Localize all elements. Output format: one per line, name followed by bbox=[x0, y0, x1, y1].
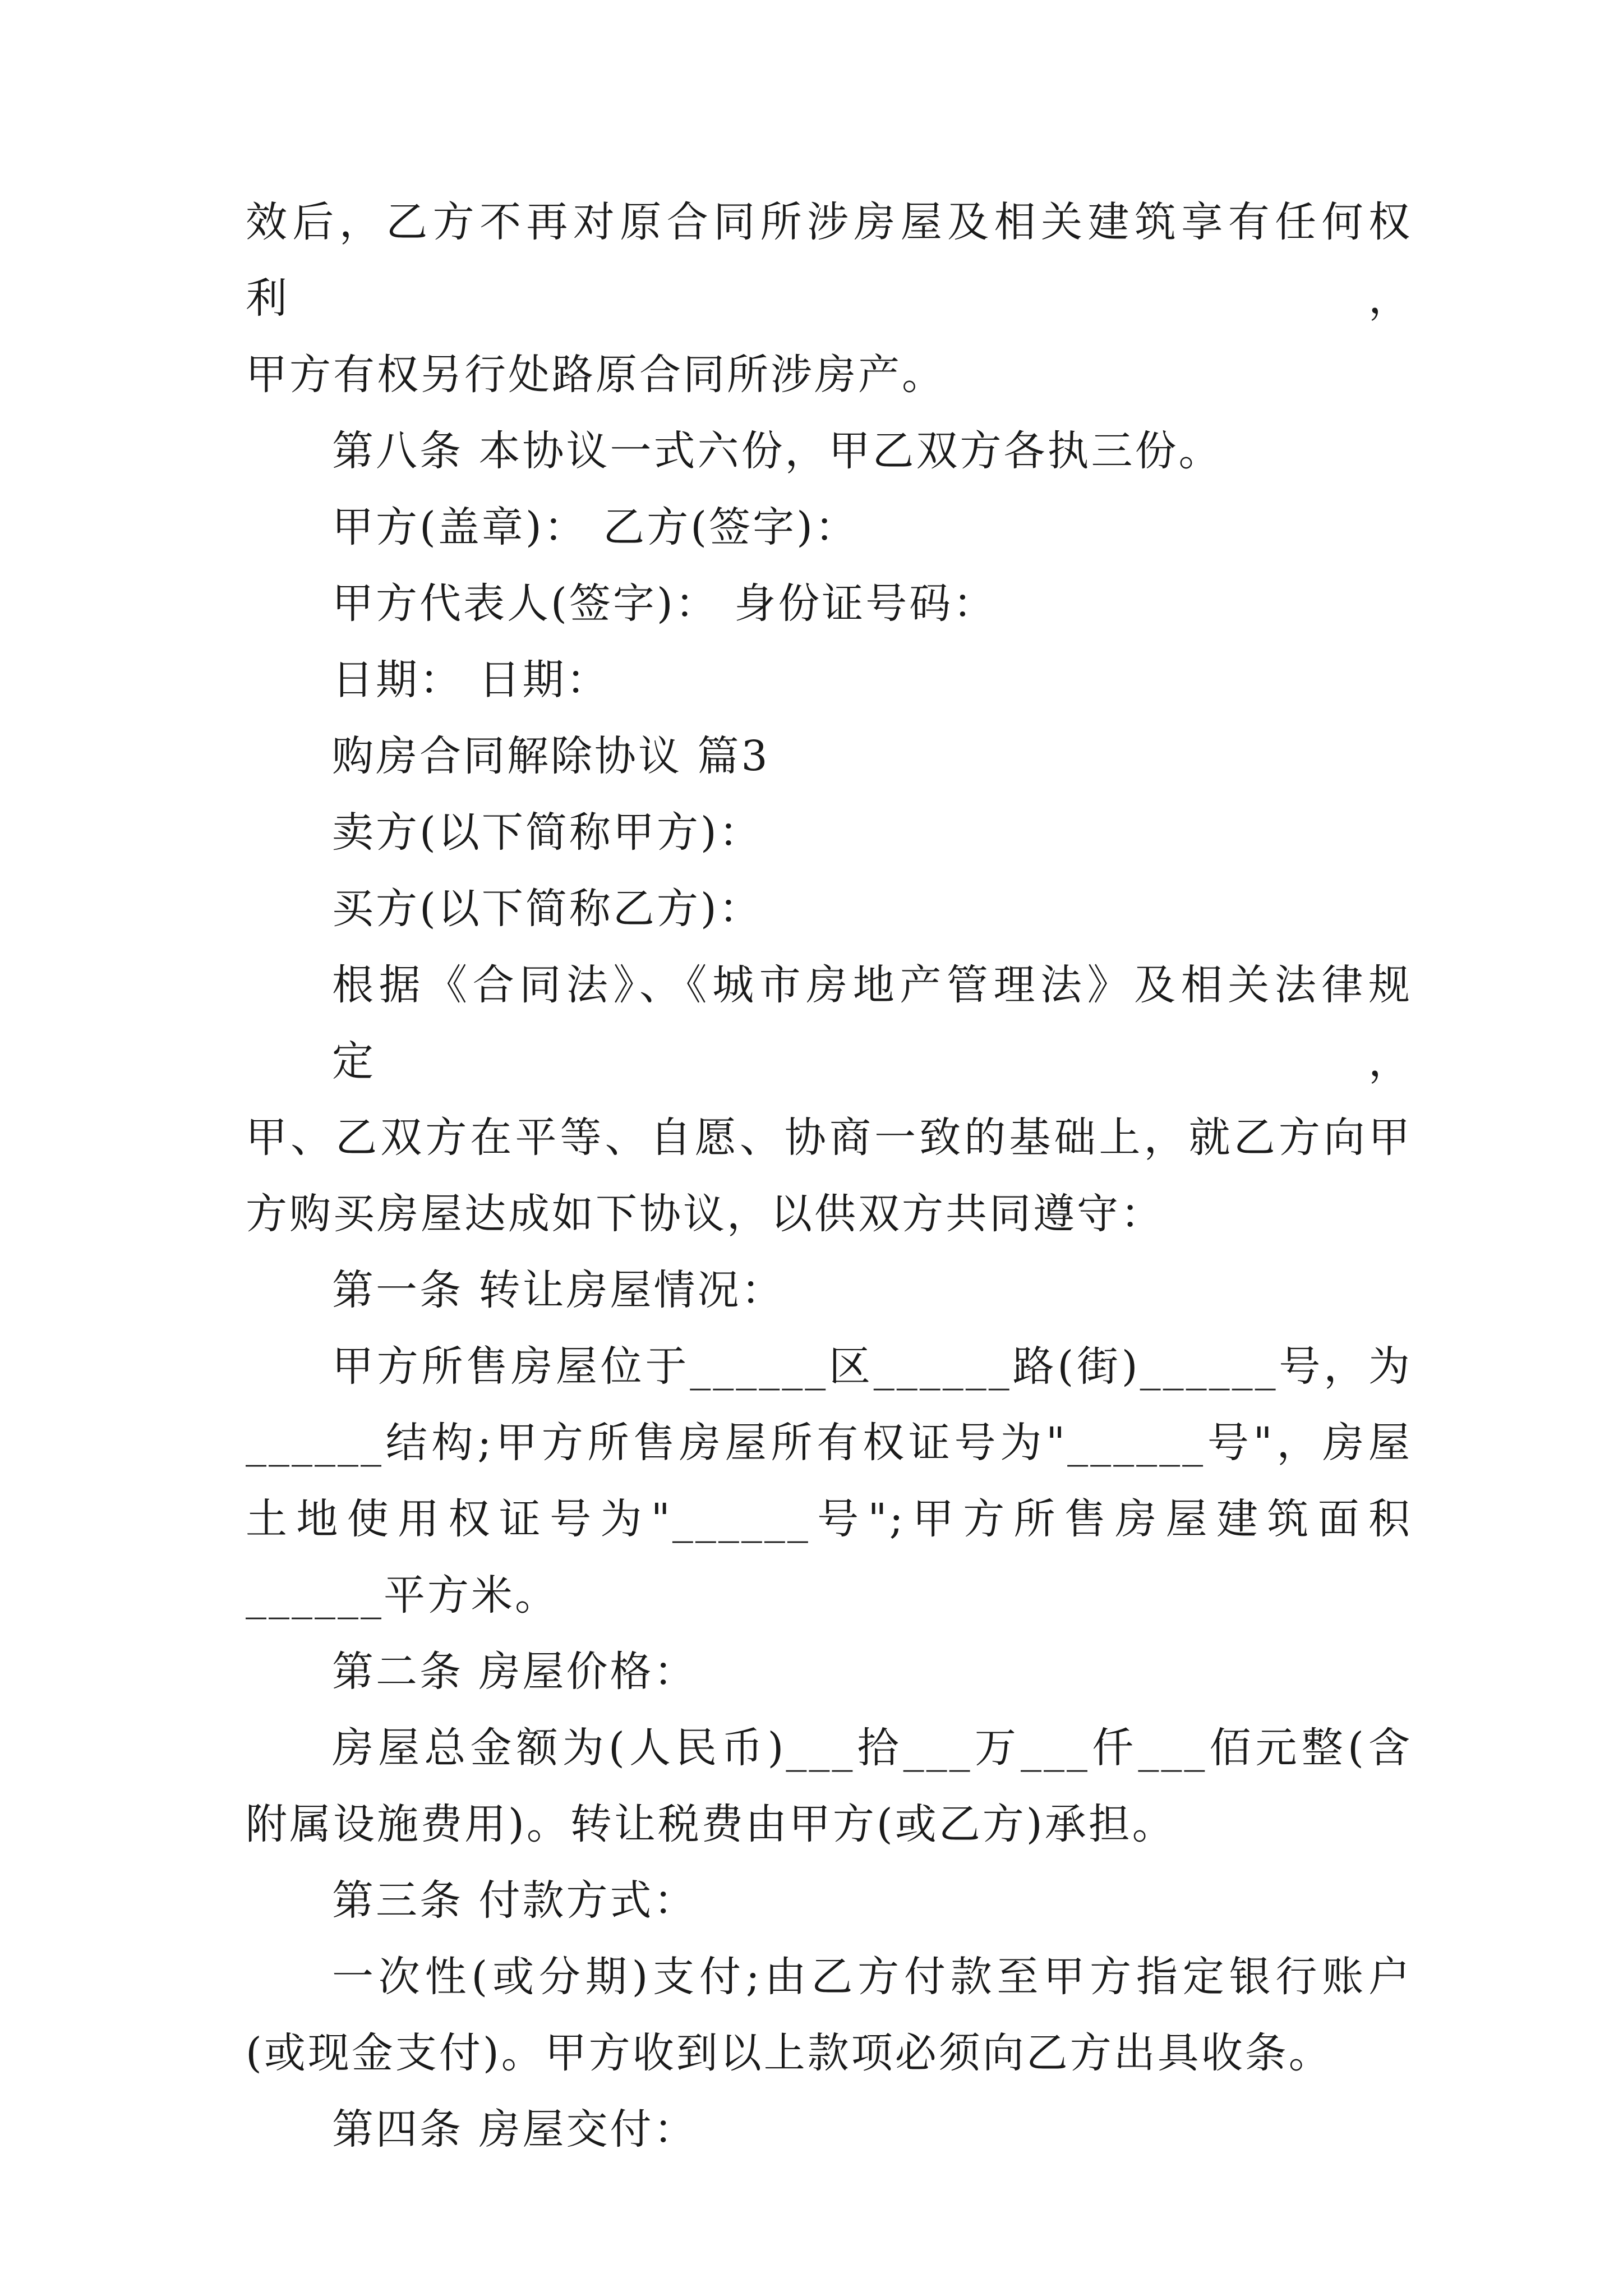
text-line: 购房合同解除协议 篇3 bbox=[332, 732, 770, 780]
text-line: 第四条 房屋交付： bbox=[332, 2105, 698, 2154]
text-line: 甲方(盖章)： 乙方(签字)： bbox=[332, 503, 859, 551]
text-line: 方购买房屋达成如下协议，以供双方共同遵守： bbox=[246, 1190, 1164, 1238]
text-line: 土地使用权证号为"______号";甲方所售房屋建筑面积 bbox=[246, 1495, 1412, 1543]
paragraph-continuation bbox=[246, 184, 1412, 413]
text-line: ______结构;甲方所售房屋所有权证号为"______号"，房屋 bbox=[246, 1419, 1412, 1467]
text-line: (或现金支付)。甲方收到以上款项必须向乙方出具收条。 bbox=[246, 2029, 1332, 2077]
article-1-heading bbox=[246, 1252, 1412, 1328]
text-line: 卖方(以下简称甲方)： bbox=[332, 808, 763, 857]
signature-party-a bbox=[246, 489, 1412, 565]
preamble bbox=[246, 947, 1412, 1252]
seller-line bbox=[246, 794, 1412, 871]
text-line: 一次性(或分期)支付;由乙方付款至甲方指定银行账户 bbox=[332, 1953, 1412, 2001]
article-2-body bbox=[246, 1710, 1412, 1862]
text-line: 第三条 付款方式： bbox=[332, 1876, 698, 1925]
text-line: 买方(以下简称乙方)： bbox=[332, 885, 763, 933]
text-line: 附属设施费用)。转让税费由甲方(或乙方)承担。 bbox=[246, 1800, 1176, 1848]
text-line: 甲方代表人(签字)： 身份证号码： bbox=[332, 579, 997, 628]
text-line: 第八条 本协议一式六份，甲乙双方各执三份。 bbox=[332, 427, 1223, 475]
text-line: 甲方有权另行处路原合同所涉房产。 bbox=[246, 351, 946, 399]
text-line: 第二条 房屋价格： bbox=[332, 1648, 698, 1696]
text-line: 甲方所售房屋位于______区______路(街)______号，为 bbox=[332, 1342, 1412, 1391]
text-line: 日期： 日期： bbox=[332, 656, 610, 704]
document-body bbox=[246, 184, 1412, 2168]
text-line: 根据《合同法》、《城市房地产管理法》及相关法律规定， bbox=[332, 961, 1412, 1085]
text-line: ______平方米。 bbox=[246, 1571, 559, 1619]
article-3-heading bbox=[246, 1862, 1412, 1939]
signature-representative bbox=[246, 565, 1412, 642]
section-title bbox=[246, 718, 1412, 794]
article-2-heading bbox=[246, 1634, 1412, 1710]
article-1-body bbox=[246, 1328, 1412, 1634]
article-4-heading bbox=[246, 2091, 1412, 2168]
text-line: 效后，乙方不再对原合同所涉房屋及相关建筑享有任何权利， bbox=[246, 198, 1412, 323]
article-3-body bbox=[246, 1939, 1412, 2091]
signature-date bbox=[246, 642, 1412, 718]
article-8 bbox=[246, 413, 1412, 489]
buyer-line bbox=[246, 871, 1412, 947]
text-line: 房屋总金额为(人民币)___拾___万___仟___佰元整(含 bbox=[332, 1724, 1412, 1772]
text-line: 第一条 转让房屋情况： bbox=[332, 1266, 785, 1314]
text-line: 甲、乙双方在平等、自愿、协商一致的基础上，就乙方向甲 bbox=[246, 1114, 1412, 1162]
